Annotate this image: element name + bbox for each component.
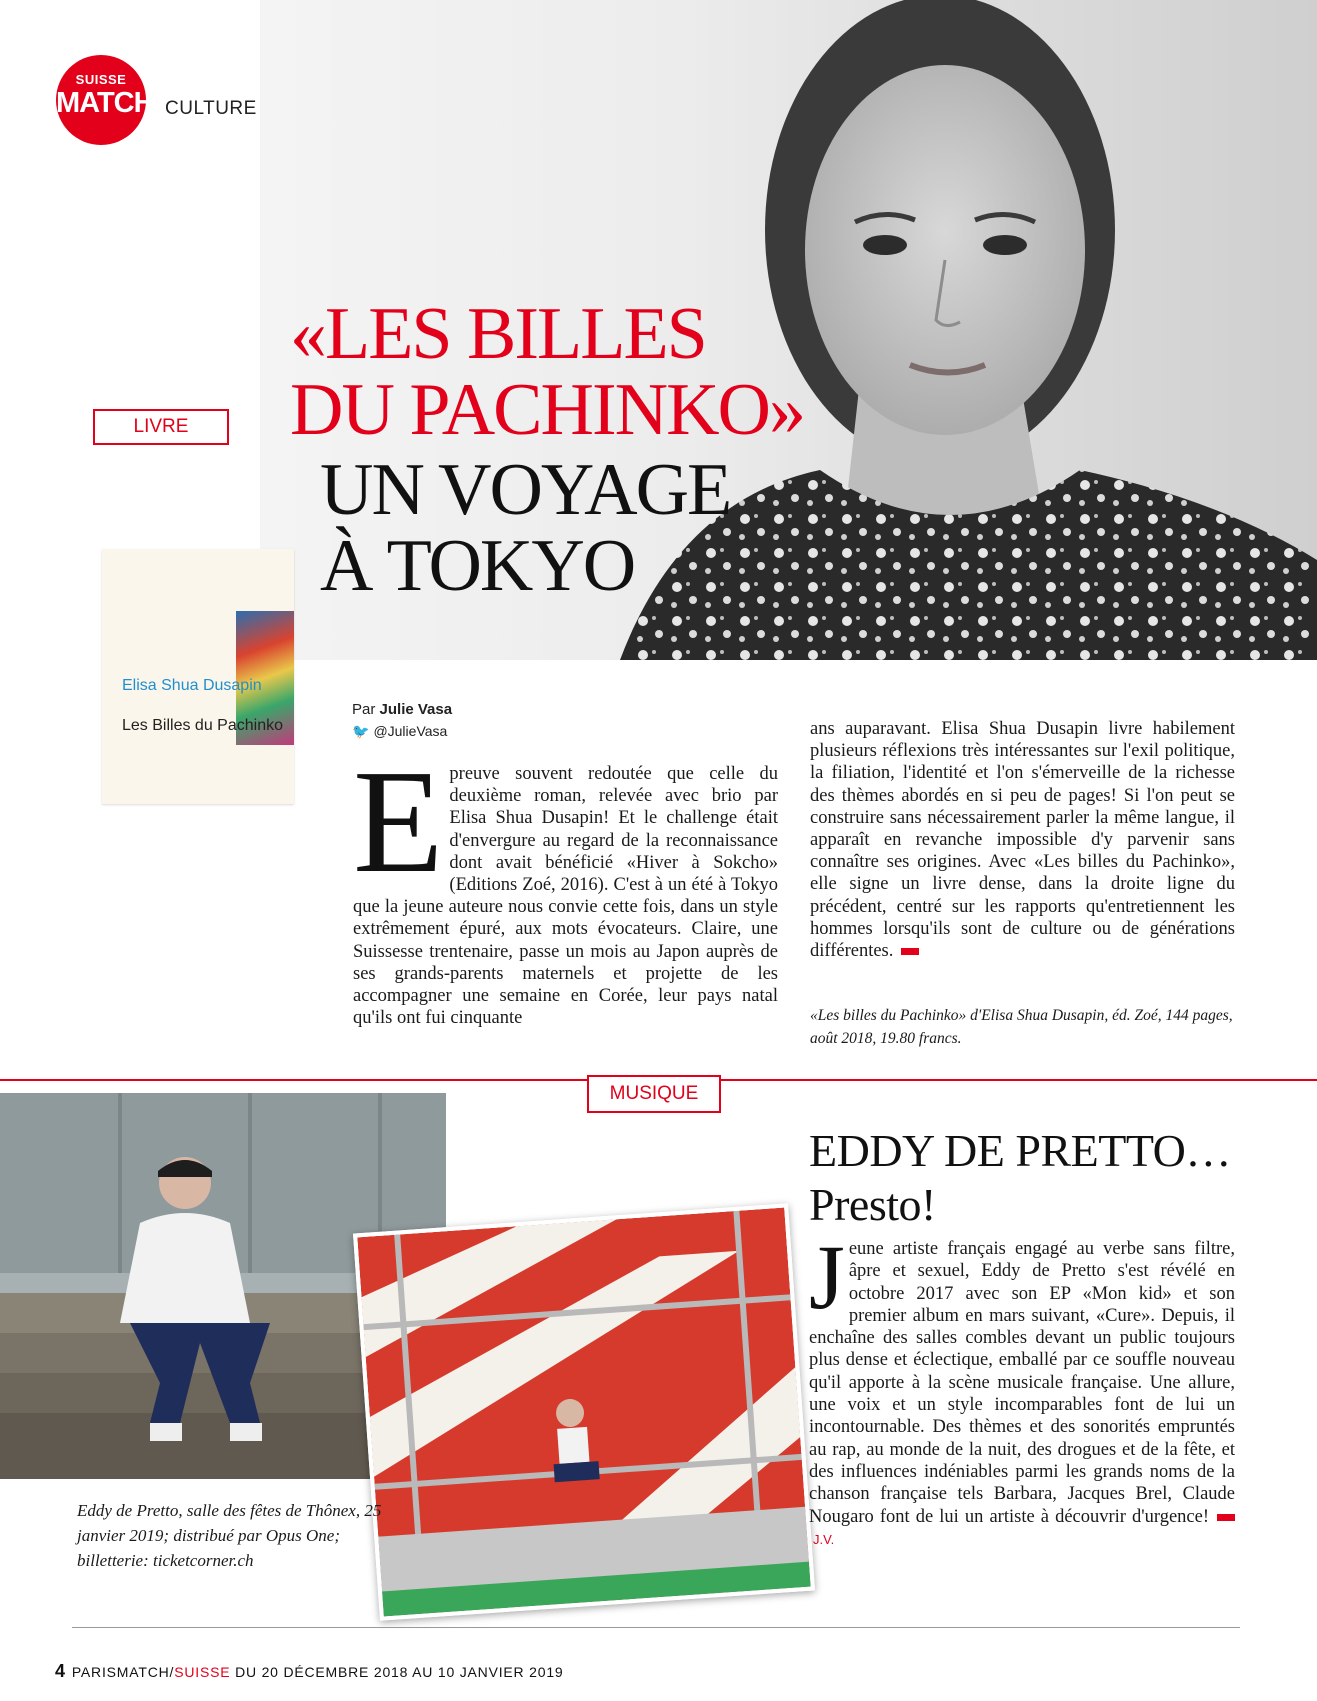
book-credit: «Les billes du Pachinko» d'Elisa Shua Dusapin, éd. Zoé, 144 pages, août 2018, 19.80 francs. bbox=[810, 1007, 1233, 1047]
book-author: Elisa Shua Dusapin bbox=[122, 677, 262, 694]
footer-rule bbox=[72, 1627, 1240, 1628]
article-body-column-1 bbox=[353, 740, 778, 1029]
end-mark-music bbox=[1217, 1514, 1235, 1521]
byline bbox=[352, 701, 452, 718]
byline-author: Julie Vasa bbox=[379, 701, 453, 718]
byline-prefix: Par bbox=[352, 701, 376, 718]
page-footer bbox=[55, 1661, 564, 1682]
photo-eddy-scaffolding bbox=[353, 1203, 815, 1620]
photo-caption: Eddy de Pretto, salle des fêtes de Thônex, 25 janvier 2019; distribué par Opus One; billetterie: ticketcorner.ch bbox=[77, 1501, 382, 1570]
article-title bbox=[290, 293, 804, 451]
twitter-handle-text: @JulieVasa bbox=[373, 723, 448, 739]
suisse-match-logo bbox=[56, 55, 154, 145]
page-number: 4 bbox=[55, 1661, 66, 1681]
title-line-2: DU PACHINKO» bbox=[290, 369, 804, 451]
logo-top-text: SUISSE bbox=[75, 72, 127, 87]
article-subtitle bbox=[320, 449, 731, 607]
book-title: Les Billes du Pachinko bbox=[122, 717, 283, 734]
drop-cap-music: J bbox=[809, 1226, 845, 1328]
category-tag-musique: MUSIQUE bbox=[587, 1075, 721, 1113]
footer-brand: PARISMATCH/ bbox=[71, 1664, 175, 1680]
section-label: CULTURE bbox=[165, 98, 257, 119]
title-line-1: «LES BILLES bbox=[290, 293, 706, 375]
logo-main-text: MATCH bbox=[56, 87, 154, 119]
category-tag-livre: LIVRE bbox=[93, 409, 229, 445]
end-mark bbox=[901, 948, 919, 955]
music-body-text: eune artiste français engagé au verbe sans filtre, âpre et sexuel, Eddy de Pretto s'est révélé en octobre 2017 avec son EP «Mon kid» et son premier album en mars suivant, «Cure». Depuis, il enchaîne des salles combles devant un public toujours plus dense et éclectique, emballé par ce souffle nouveau qu'il apporte à la scène musicale française. Une allure, une voix et un style incomparables font de lui un incontournable. Des thèmes et des sonorités empruntés au rap, au monde de la nuit, des drogues et de la fête, et des influences indéniables parmi les grands noms de la chanson française tels Barbara, Jacques Brel, Claude Nougaro font de lui un artiste à découvrir d'urgence! bbox=[809, 1239, 1235, 1527]
music-headline bbox=[809, 1124, 1231, 1232]
footer-dates: DU 20 DÉCEMBRE 2018 AU 10 JANVIER 2019 bbox=[235, 1664, 564, 1680]
music-article-body bbox=[809, 1226, 1235, 1551]
article-body-column-2 bbox=[810, 718, 1235, 962]
author-initials: J.V. bbox=[813, 1531, 835, 1547]
body-text-2: ans auparavant. Elisa Shua Dusapin livre habilement plusieurs réflexions très intéressantes sur l'exil politique, la filiation, l'identité et l'on s'émerveille de la richesse des thèmes abordés en si peu de pages! Si l'on peut se construire sans nécessairement parler la même langue, il apparaît en revanche impossible d'y parvenir sans connaître ses origines. Avec «Les billes du Pachinko», elle signe un livre dense, dans la droite ligne du précédent, centré sur les rapports qu'entretiennent les hommes lorsqu'ils sont de culture ou de générations différentes. bbox=[810, 719, 1235, 962]
footer-edition: SUISSE bbox=[174, 1664, 231, 1680]
subtitle-line-2: À TOKYO bbox=[320, 525, 635, 607]
music-headline-line-2: Presto! bbox=[809, 1179, 936, 1230]
twitter-handle[interactable] bbox=[352, 723, 447, 740]
photo-scaffolding-illustration bbox=[357, 1208, 810, 1617]
twitter-icon: 🐦 bbox=[352, 723, 370, 739]
music-headline-line-1: EDDY DE PRETTO… bbox=[809, 1125, 1231, 1176]
drop-cap: E bbox=[353, 740, 444, 904]
book-cover bbox=[102, 549, 294, 804]
subtitle-line-1: UN VOYAGE bbox=[320, 449, 731, 531]
body-text-1: preuve souvent redoutée que celle du deuxième roman, relevée avec brio par Elisa Shua Dusapin! Et le challenge était d'envergure au regard de la reconnaissance dont avait bénéficié «Hiver à Sokcho» (Editions Zoé, 2016). C'est à un été à Tokyo que la jeune auteure nous convie cette fois, dans un style extrêmement épuré, aux mots évocateurs. Claire, une Suissesse trentenaire, passe un mois au Japon auprès de ses grands-parents maternels et projette de les accompagner une semaine en Corée, leur pays natal qu'ils ont fui cinquante bbox=[353, 764, 778, 1029]
